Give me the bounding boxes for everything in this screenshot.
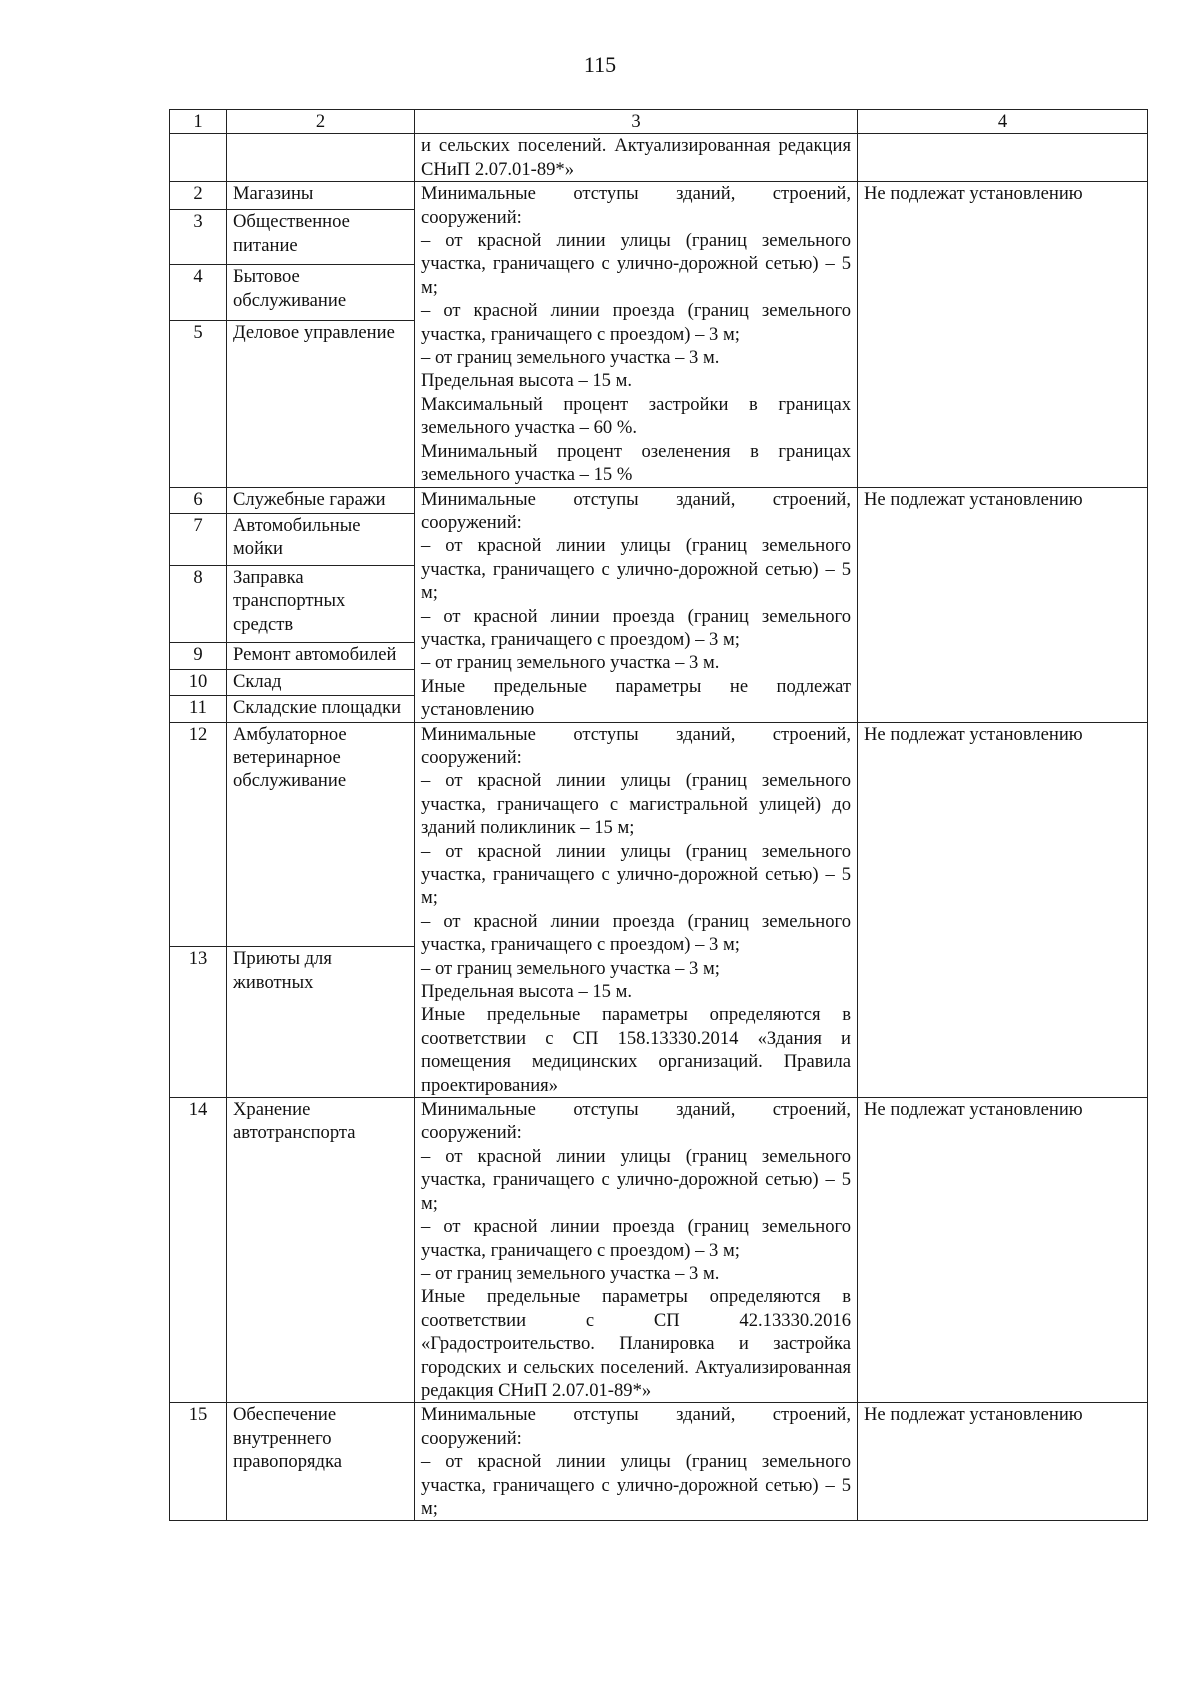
parameter-line: – от красной линии проезда (границ земельного участка, граничащего с проездом) – 3 м;	[421, 910, 851, 956]
row-number: 8	[170, 565, 227, 642]
limits-cell: Не подлежат установлению	[858, 1403, 1148, 1521]
header-cell: 1	[170, 110, 227, 134]
parameter-line: Иные предельные параметры определяются в соответствии с СП 158.13330.2014 «Здания и помещения медицинских организаций. Правила проектирования»	[421, 1004, 851, 1096]
parameter-line: – от границ земельного участка – 3 м.	[421, 1262, 720, 1284]
parameter-line: Минимальные отступы зданий, строений, сооружений:	[421, 1099, 851, 1144]
parameter-line: – от красной линии улицы (границ земельного участка, граничащего с улично-дорожной сетью) – 5 м;	[421, 1145, 851, 1214]
land-use-type: Автомобильные мойки	[227, 513, 415, 565]
parameter-line: Минимальные отступы зданий, строений, сооружений:	[421, 1404, 851, 1449]
parameter-line: – от красной линии улицы (границ земельного участка, граничащего с улично-дорожной сетью) – 5 м;	[421, 1451, 851, 1519]
header-cell: 2	[227, 110, 415, 134]
row-number: 2	[170, 182, 227, 210]
page-number: 115	[583, 52, 617, 77]
row-number: 12	[170, 722, 227, 947]
limits-cell: Не подлежат установлению	[858, 182, 1148, 487]
parameter-line: – от красной линии улицы (границ земельного участка, граничащего с улично-дорожной сетью) – 5 м;	[421, 535, 851, 604]
parameters-cell	[415, 182, 858, 487]
parameter-line: Максимальный процент застройки в границах земельного участка – 60 %.	[421, 393, 851, 439]
land-use-type: Обеспечение внутреннего правопорядка	[227, 1403, 415, 1521]
parameter-line: Предельная высота – 15 м.	[421, 981, 633, 1003]
row-number: 3	[170, 210, 227, 265]
table-header-row	[170, 110, 1148, 134]
parameter-line: – от красной линии проезда (границ земельного участка, граничащего с проездом) – 3 м;	[421, 1216, 851, 1261]
row-number: 11	[170, 696, 227, 723]
parameter-line: Минимальные отступы зданий, строений, сооружений:	[421, 183, 851, 228]
parameter-line: и сельских поселений. Актуализированная редакция СНиП 2.07.01-89*»	[421, 135, 851, 180]
land-use-type: Склад	[227, 669, 415, 695]
parameter-line: – от красной линии улицы (границ земельного участка, граничащего с улично-дорожной сетью) – 5 м;	[421, 840, 851, 909]
parameter-line: – от красной линии улицы (границ земельного участка, граничащего с улично-дорожной сетью) – 5 м;	[421, 230, 851, 298]
parameters-cell	[415, 487, 858, 722]
parameter-line: Иные предельные параметры не подлежат установлению	[421, 675, 851, 721]
limits-cell	[858, 134, 1148, 182]
header-cell: 4	[858, 110, 1148, 134]
land-use-type: Общественное питание	[227, 210, 415, 265]
limits-cell: Не подлежат установлению	[858, 487, 1148, 722]
limits-cell: Не подлежат установлению	[858, 722, 1148, 1098]
row-number: 15	[170, 1403, 227, 1521]
parameter-line: – от границ земельного участка – 3 м.	[421, 652, 720, 674]
row-number: 7	[170, 513, 227, 565]
parameter-line: – от красной линии улицы (границ земельного участка, граничащего с магистральной улицей) до зданий поликлиник – 15 м;	[421, 770, 851, 839]
header-cell: 3	[415, 110, 858, 134]
parameter-line: Предельная высота – 15 м.	[421, 370, 633, 392]
land-use-type: Приюты для животных	[227, 947, 415, 1098]
row-number: 5	[170, 320, 227, 487]
parameter-line: – от границ земельного участка – 3 м.	[421, 347, 720, 369]
row-number: 4	[170, 265, 227, 320]
row-number: 10	[170, 669, 227, 695]
parameter-line: Минимальные отступы зданий, строений, сооружений:	[421, 488, 851, 533]
limits-cell: Не подлежат установлению	[858, 1098, 1148, 1403]
parameter-line: Минимальные отступы зданий, строений, сооружений:	[421, 723, 851, 768]
row-number: 13	[170, 947, 227, 1098]
parameter-line: – от границ земельного участка – 3 м;	[421, 957, 720, 979]
table-row	[170, 1098, 1148, 1403]
row-number: 9	[170, 643, 227, 669]
land-use-type: Ремонт автомобилей	[227, 643, 415, 669]
land-use-type	[227, 134, 415, 182]
land-use-type: Деловое управление	[227, 320, 415, 487]
table-row	[170, 487, 1148, 513]
land-use-type: Магазины	[227, 182, 415, 210]
row-number: 14	[170, 1098, 227, 1403]
table-row	[170, 1403, 1148, 1521]
table-row	[170, 722, 1148, 947]
parameter-line: – от красной линии проезда (границ земельного участка, граничащего с проездом) – 3 м;	[421, 300, 851, 345]
parameters-cell	[415, 134, 858, 182]
parameter-line: – от красной линии проезда (границ земельного участка, граничащего с проездом) – 3 м;	[421, 605, 851, 650]
land-use-type: Служебные гаражи	[227, 487, 415, 513]
zoning-parameters-table	[169, 109, 1148, 1521]
parameters-cell	[415, 1403, 858, 1521]
land-use-type: Складские площадки	[227, 696, 415, 723]
land-use-type: Хранение автотранспорта	[227, 1098, 415, 1403]
land-use-type: Заправка транспортных средств	[227, 565, 415, 642]
land-use-type: Амбулаторное ветеринарное обслуживание	[227, 722, 415, 947]
row-number	[170, 134, 227, 182]
parameters-cell	[415, 1098, 858, 1403]
parameters-cell	[415, 722, 858, 1098]
row-number: 6	[170, 487, 227, 513]
table-row	[170, 134, 1148, 182]
table-row	[170, 182, 1148, 210]
parameter-line: Иные предельные параметры определяются в соответствии с СП 42.13330.2016 «Градостроительство. Планировка и застройка городских и сельских поселений. Актуализированная редакция СНиП 2.07.01-89*»	[421, 1286, 851, 1401]
parameter-line: Минимальный процент озеленения в границах земельного участка – 15 %	[421, 440, 851, 486]
land-use-type: Бытовое обслуживание	[227, 265, 415, 320]
